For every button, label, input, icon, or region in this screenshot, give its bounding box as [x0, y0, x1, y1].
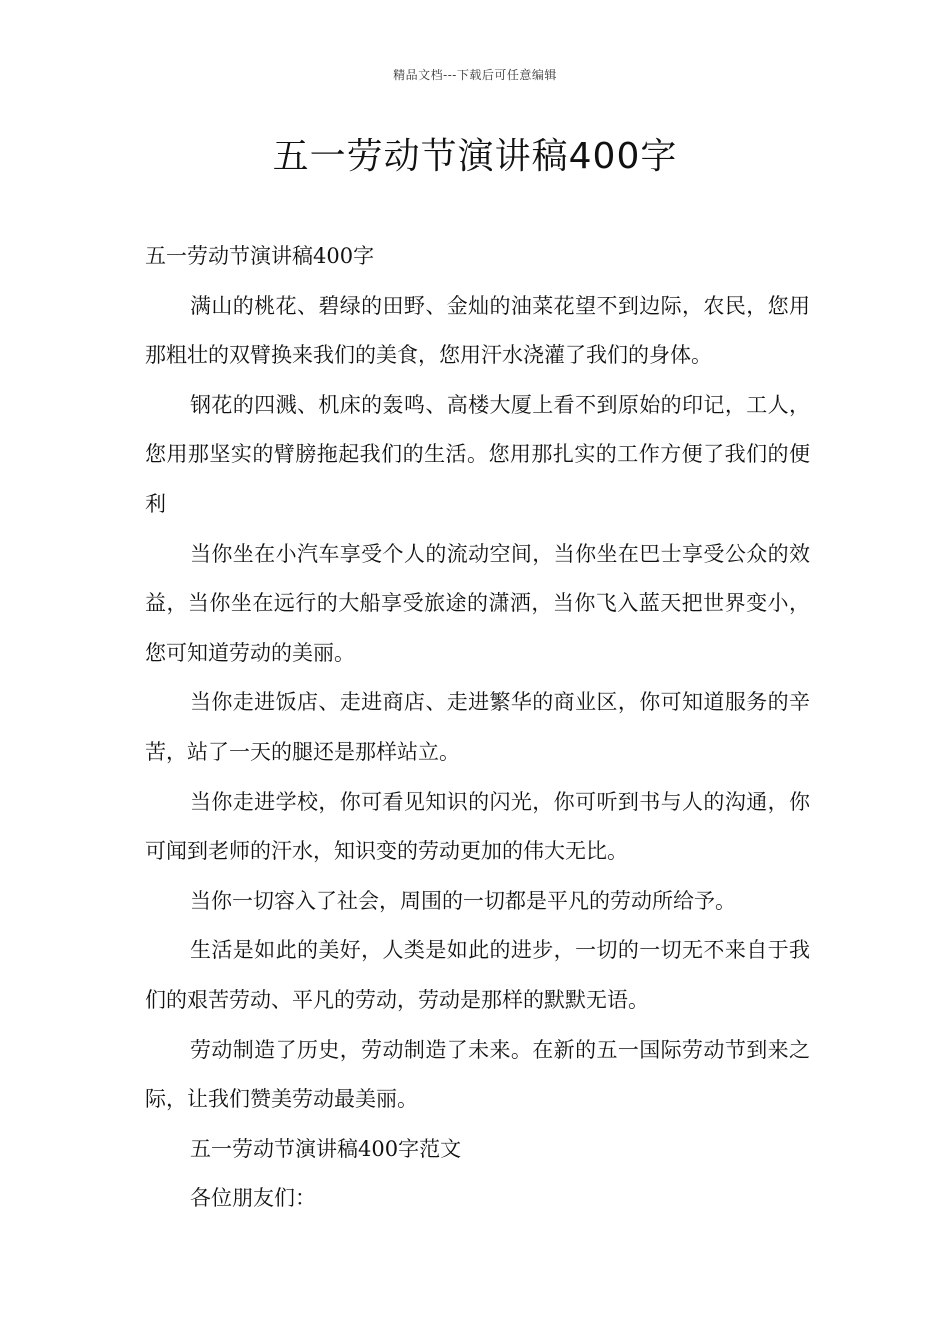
paragraph: 当你走进学校，你可看见知识的闪光，你可听到书与人的沟通，你可闻到老师的汗水，知识变的劳动更加的伟大无比。 [145, 789, 810, 864]
paragraph: 当你一切容入了社会，周围的一切都是平凡的劳动所给予。 [190, 888, 736, 913]
paragraph: 钢花的四溅、机床的轰鸣、高楼大厦上看不到原始的印记，工人，您用那坚实的臂膀拖起我们的生活。您用那扎实的工作方便了我们的便利 [145, 392, 810, 516]
paragraph: 当你走进饭店、走进商店、走进繁华的商业区，你可知道服务的辛苦，站了一天的腿还是那样站立。 [145, 690, 810, 764]
section-heading: 五一劳动节演讲稿400字范文 [190, 1136, 462, 1161]
document-title: 五一劳动节演讲稿400字 [272, 136, 678, 177]
paragraph: 满山的桃花、碧绿的田野、金灿的油菜花望不到边际，农民，您用那粗壮的双臂换来我们的美食，您用汗水浇灌了我们的身体。 [145, 293, 810, 368]
paragraph: 当你坐在小汽车享受个人的流动空间，当你坐在巴士享受公众的效益，当你坐在远行的大船享受旅途的潇洒，当你飞入蓝天把世界变小，您可知道劳动的美丽。 [145, 541, 810, 665]
header-note: 精品文档---下载后可任意编辑 [393, 68, 557, 82]
subtitle-paragraph: 五一劳动节演讲稿400字 [145, 244, 375, 268]
salutation: 各位朋友们： [190, 1186, 316, 1211]
document-body [145, 232, 810, 1224]
paragraph: 劳动制造了历史，劳动制造了未来。在新的五一国际劳动节到来之际，让我们赞美劳动最美丽。 [145, 1037, 810, 1112]
paragraph: 生活是如此的美好，人类是如此的进步，一切的一切无不来自于我们的艰苦劳动、平凡的劳动，劳动是那样的默默无语。 [145, 938, 810, 1012]
